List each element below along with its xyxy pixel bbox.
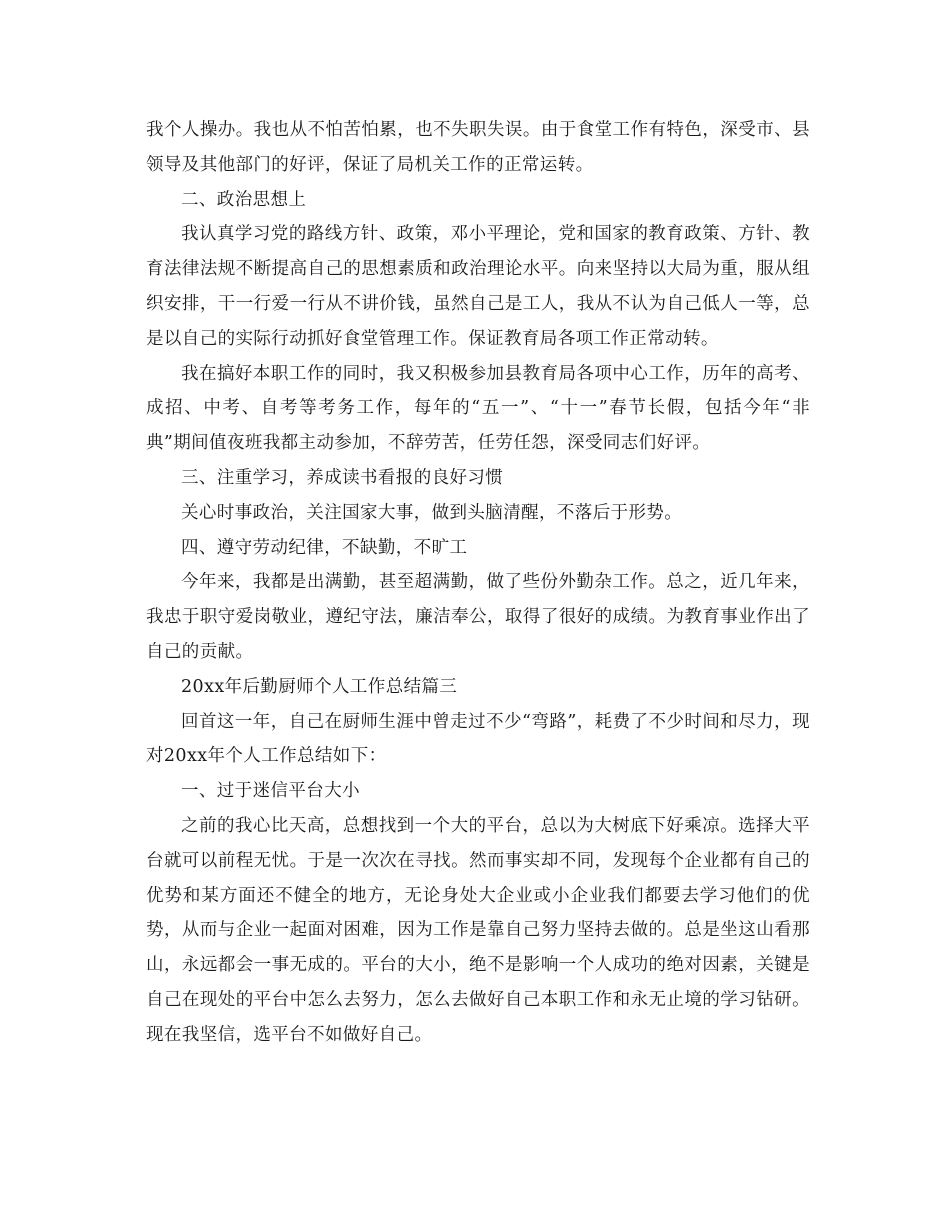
paragraph-platform: 之前的我心比天高，总想找到一个大的平台，总以为大树底下好乘凉。选择大平台就可以前程无忧。于是一次次在寻找。然而事实却不同，发现每个企业都有自己的优势和某方面还不健全的地方，无论身处大企业或小企业我们都要去学习他们的优势，从而与企业一起面对困难，因为工作是靠自己努力坚持去做的。总是坐这山看那山，永远都会一事无成的。平台的大小，绝不是影响一个人成功的绝对因素，关键是自己在现处的平台中怎么去努力，怎么去做好自己本职工作和永无止境的学习钻研。现在我坚信，选平台不如做好自己。 [146,815,810,1045]
section-heading-platform: 一、过于迷信平台大小 [181,781,360,802]
document-page [146,113,810,1053]
paragraph-political: 我认真学习党的路线方针、政策，邓小平理论，党和国家的教育政策、方针、教育法律法规不断提高自己的思想素质和政治理论水平。向来坚持以大局为重，服从组织安排，干一行爱一行从不讲价钱，虽然自己是工人，我从不认为自己低人一等，总是以自己的实际行动抓好食堂管理工作。保证教育局各项工作正常动转。 [146,224,810,349]
section-heading-political: 二、政治思想上 [181,189,307,210]
section-heading-discipline: 四、遵守劳动纪律，不缺勤，不旷工 [181,537,468,558]
paragraph-intro-part3: 回首这一年，自己在厨师生涯中曾走过不少“弯路”，耗费了不少时间和尽力，现对20xx年个人工作总结如下： [146,711,810,767]
paragraph-study: 关心时事政治，关注国家大事，做到头脑清醒，不落后于形势。 [181,502,683,523]
paragraph-duties: 我在搞好本职工作的同时，我又积极参加县教育局各项中心工作，历年的高考、成招、中考、自考等考务工作，每年的“五一”、“十一”春节长假，包括今年“非典”期间值夜班我都主动参加，不辞劳苦，任劳任怨，深受同志们好评。 [146,363,810,454]
paragraph-1: 我个人操办。我也从不怕苦怕累，也不失职失误。由于食堂工作有特色，深受市、县领导及其他部门的好评，保证了局机关工作的正常运转。 [146,120,810,175]
article-title-part3: 20xx年后勤厨师个人工作总结篇三 [181,676,458,697]
section-heading-study: 三、注重学习，养成读书看报的良好习惯 [181,467,504,488]
paragraph-discipline: 今年来，我都是出满勤，甚至超满勤，做了些份外勤杂工作。总之，近几年来，我忠于职守爱岗敬业，遵纪守法，廉洁奉公，取得了很好的成绩。为教育事业作出了自己的贡献。 [146,572,810,662]
